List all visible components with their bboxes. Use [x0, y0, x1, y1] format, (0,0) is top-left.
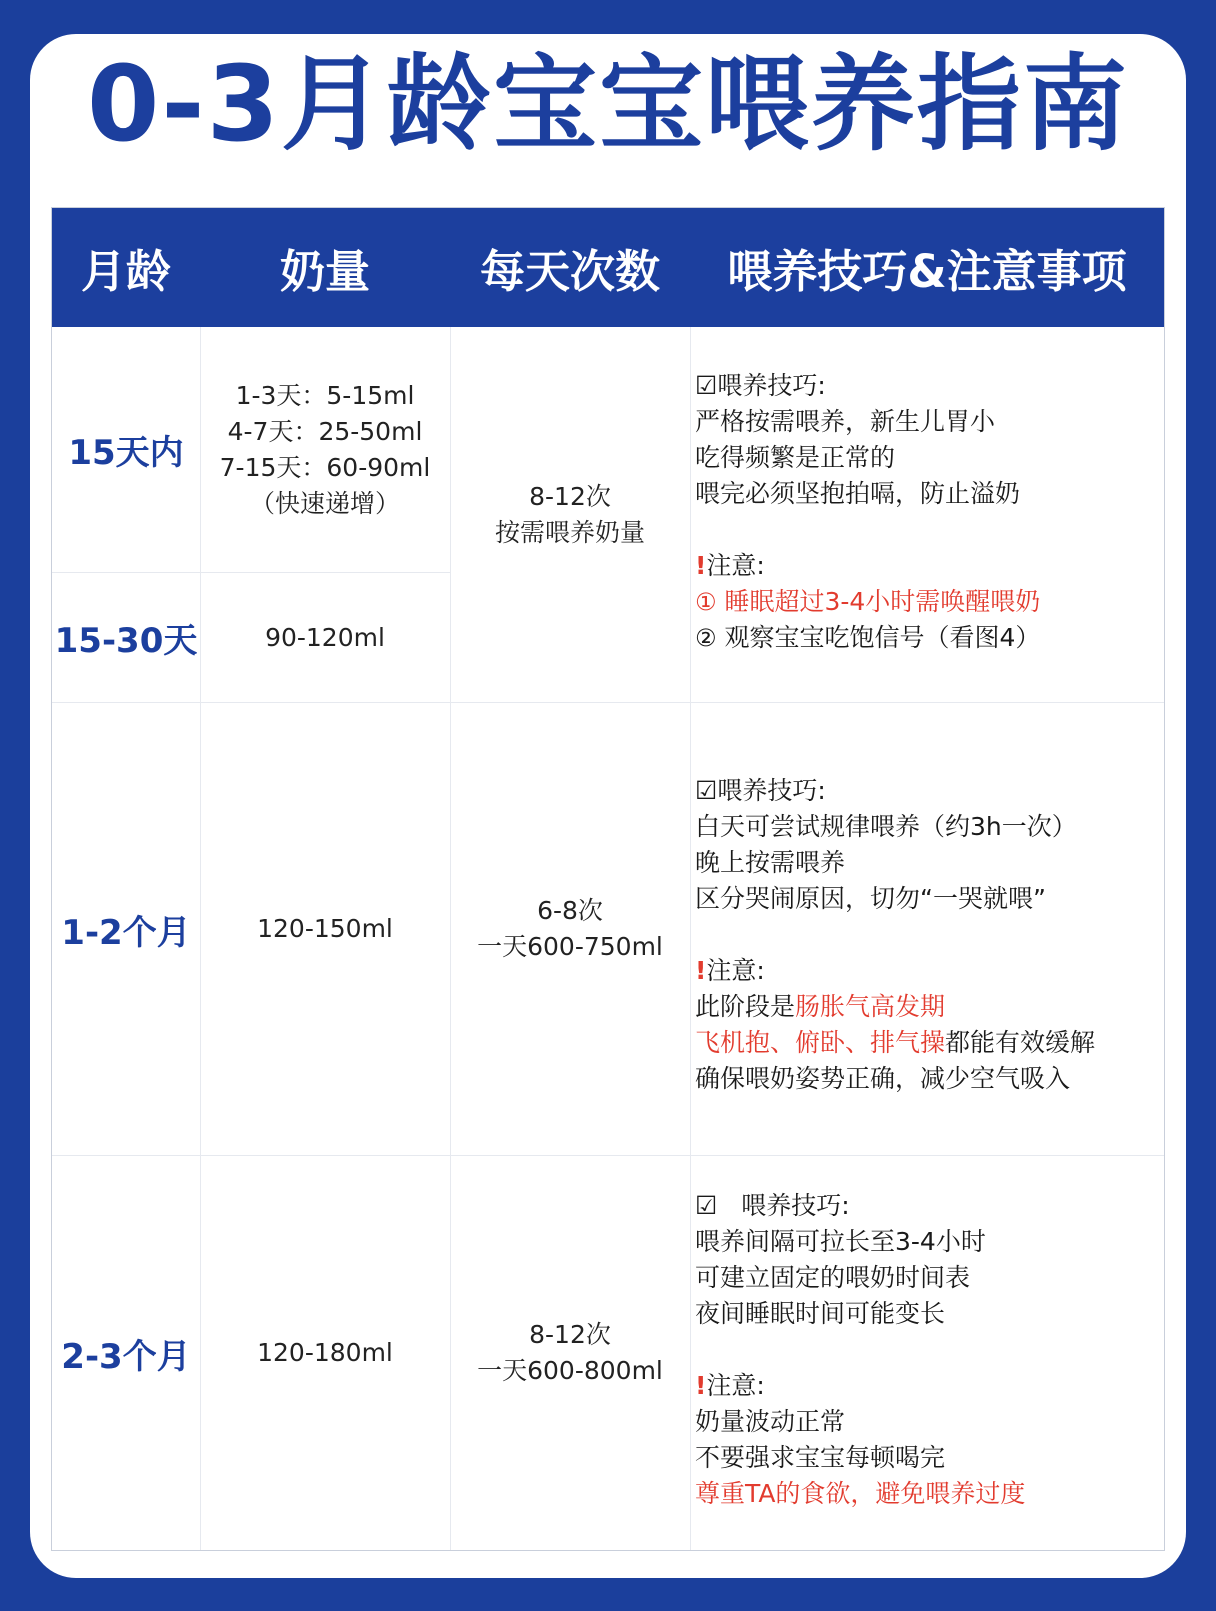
exclamation-icon: !	[695, 1371, 707, 1400]
times-line: 按需喂养奶量	[494, 517, 645, 547]
checkbox-icon: ☑	[695, 371, 718, 400]
amount-line: （快速递增）	[249, 488, 400, 518]
table-row-3-amount	[200, 703, 450, 1155]
checkbox-icon: ☑	[695, 1191, 718, 1220]
tips-heading: ☑喂养技巧:	[695, 776, 826, 805]
checkbox-icon: ☑	[695, 776, 718, 805]
times-line: 8-12次	[529, 481, 611, 511]
table-row-1-amount	[200, 327, 450, 572]
exclamation-icon: !	[695, 551, 707, 580]
note-line: 此阶段是肠胀气高发期	[695, 992, 946, 1021]
header-tips: 喂养技巧&注意事项	[727, 245, 1127, 298]
note-heading: !注意:	[695, 956, 765, 985]
table-row-3-notes	[695, 773, 1095, 1097]
tip-line: 晚上按需喂养	[695, 848, 846, 877]
header-times: 每天次数	[479, 245, 660, 298]
table-row-2-amount	[200, 573, 450, 702]
header-amount: 奶量	[279, 245, 370, 298]
note-line: ① 睡眠超过3-4小时需唤醒喂奶	[695, 587, 1041, 616]
amount-line: 7-15天：60-90ml	[219, 452, 431, 482]
group-1-times	[450, 327, 690, 702]
tip-line: 夜间睡眠时间可能变长	[695, 1299, 946, 1328]
column-divider	[690, 327, 691, 1550]
tip-line: 喂完必须坚抱拍嗝，防止溢奶	[695, 479, 1021, 508]
tip-line: 喂养间隔可拉长至3-4小时	[695, 1227, 986, 1256]
age-label: 2-3个月	[61, 1336, 191, 1377]
table-header	[52, 208, 1164, 327]
tip-line: 可建立固定的喂奶时间表	[695, 1263, 971, 1292]
table-row-4-age	[52, 1156, 200, 1550]
table-row-4-times	[450, 1156, 690, 1550]
amount-value: 120-150ml	[257, 914, 393, 943]
note-line: 奶量波动正常	[695, 1407, 846, 1436]
table-row-4-notes	[695, 1188, 1025, 1512]
circled-two-icon: ②	[695, 624, 717, 652]
amount-line: 4-7天：25-50ml	[227, 416, 423, 446]
circled-one-icon: ①	[695, 588, 717, 616]
note-heading: !注意:	[695, 1371, 765, 1400]
note-heading: !注意:	[695, 551, 765, 580]
header-age: 月龄	[80, 245, 171, 298]
table-row-1-age	[52, 327, 200, 572]
table-row-4-amount	[200, 1156, 450, 1550]
tip-line: 严格按需喂养，新生儿胃小	[695, 407, 996, 436]
tip-line: 区分哭闹原因，切勿“一哭就喂”	[695, 884, 1046, 913]
age-label: 15-30天	[54, 621, 198, 661]
page-title: 0-3月龄宝宝喂养指南	[87, 43, 1129, 165]
times-line: 一天600-750ml	[477, 932, 663, 961]
age-label: 15天内	[68, 433, 184, 473]
age-label: 1-2个月	[61, 912, 191, 953]
note-line: 尊重TA的食欲，避免喂养过度	[695, 1479, 1026, 1508]
times-line: 一天600-800ml	[477, 1356, 663, 1385]
tip-line: 白天可尝试规律喂养（约3h一次）	[695, 812, 1077, 841]
note-line: ② 观察宝宝吃饱信号（看图4）	[695, 623, 1041, 652]
amount-line: 1-3天：5-15ml	[235, 380, 415, 410]
note-line: 不要强求宝宝每顿喝完	[695, 1443, 946, 1472]
table-row-2-age	[52, 573, 200, 702]
note-line: 确保喂奶姿势正确，减少空气吸入	[695, 1064, 1071, 1093]
feeding-table	[51, 207, 1165, 1551]
amount-value: 90-120ml	[265, 622, 385, 652]
amount-value: 120-180ml	[257, 1338, 393, 1367]
group-1-notes	[695, 368, 1040, 656]
note-line: 飞机抱、俯卧、排气操都能有效缓解	[695, 1028, 1096, 1057]
times-line: 8-12次	[529, 1320, 611, 1349]
times-line: 6-8次	[537, 896, 603, 925]
exclamation-icon: !	[695, 956, 707, 985]
tips-heading: ☑喂养技巧:	[695, 371, 826, 400]
table-row-3-age	[52, 703, 200, 1155]
table-row-3-times	[450, 703, 690, 1155]
tips-heading: ☑ 喂养技巧:	[695, 1191, 850, 1220]
tip-line: 吃得频繁是正常的	[695, 443, 896, 472]
